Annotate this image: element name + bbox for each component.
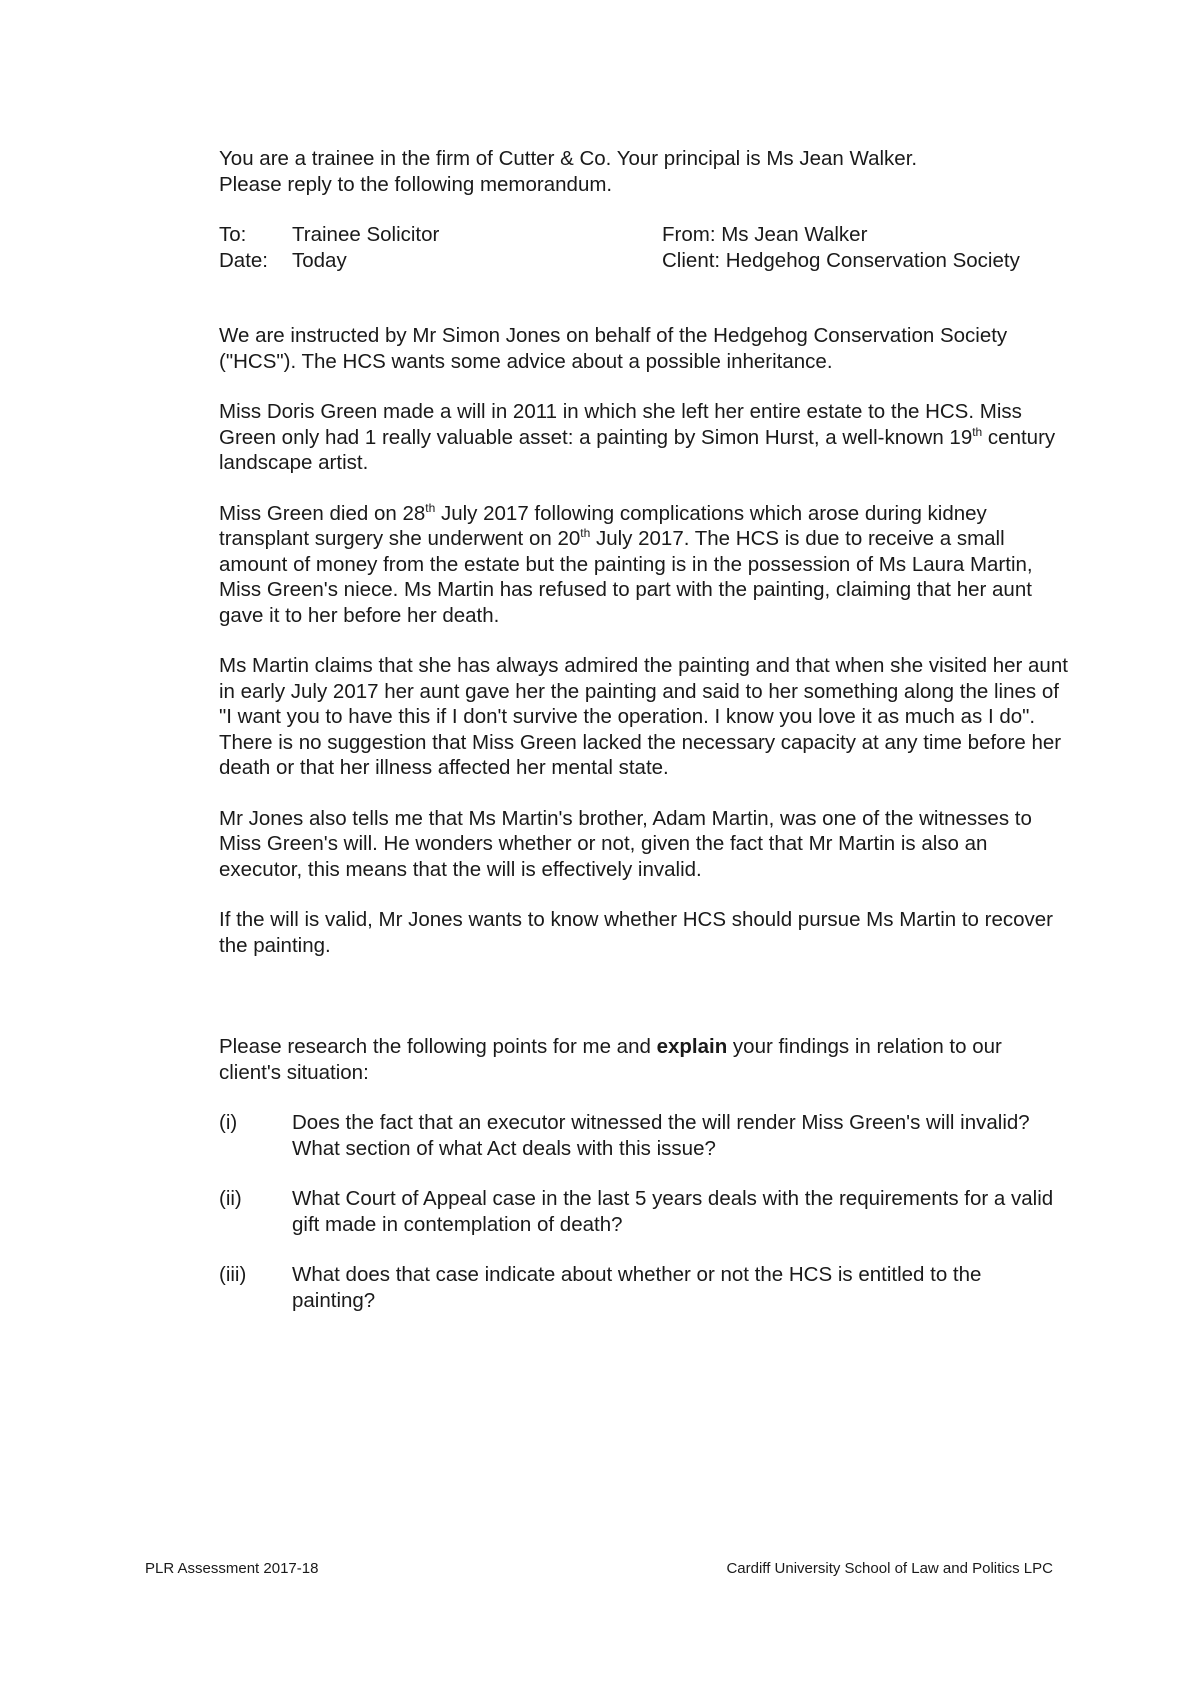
memo-to-value: Trainee Solicitor xyxy=(292,223,440,246)
question-text: Does the fact that an executor witnessed the will render Miss Green's will invalid? What section of what Act deals with this issue? xyxy=(292,1111,1030,1160)
paragraph-will: Miss Doris Green made a will in 2011 in which she left her entire estate to the HCS. Miss Green only had 1 really valuable asset: a painting by Simon Hurst, a well-known 19th century landscape artist. xyxy=(219,400,1056,474)
footer-right: Cardiff University School of Law and Politics LPC xyxy=(726,1560,1053,1577)
question-item xyxy=(219,1262,1069,1313)
question-text: What does that case indicate about whether or not the HCS is entitled to the painting? xyxy=(292,1263,982,1312)
memo-client: Client: Hedgehog Conservation Society xyxy=(662,248,1020,272)
footer-left: PLR Assessment 2017-18 xyxy=(145,1560,319,1577)
question-number: (i) xyxy=(219,1111,238,1134)
question-number: (iii) xyxy=(219,1263,247,1286)
intro-line-2: Please reply to the following memorandum. xyxy=(219,172,613,196)
memo-row-1 xyxy=(219,222,1069,248)
question-item xyxy=(219,1186,1069,1237)
question-number: (ii) xyxy=(219,1187,242,1210)
memo-row-2 xyxy=(219,248,1069,274)
memo-to-label: To: xyxy=(219,223,247,246)
emphasis-explain: explain xyxy=(656,1035,728,1058)
paragraph-instruction: We are instructed by Mr Simon Jones on behalf of the Hedgehog Conservation Society ("HCS"). The HCS wants some advice about a possible inheritance. xyxy=(219,324,1008,373)
paragraph-death: Miss Green died on 28th July 2017 following complications which arose during kidney transplant surgery she underwent on 20th July 2017. The HCS is due to receive a small amount of money from the estate but the painting is in the possession of Ms Laura Martin, Miss Green's niece. Ms Martin has refused to part with the painting, claiming that her aunt gave it to her before her death. xyxy=(219,500,1033,627)
document-body xyxy=(219,146,1069,1313)
paragraph-witness: Mr Jones also tells me that Ms Martin's brother, Adam Martin, was one of the witnesses to Miss Green's will. He wonders whether or not, given the fact that Mr Martin is also an executor, this means that the will is effectively invalid. xyxy=(219,806,1032,881)
question-item xyxy=(219,1110,1069,1161)
memo-from: From: Ms Jean Walker xyxy=(662,223,868,246)
question-text: What Court of Appeal case in the last 5 years deals with the requirements for a valid gift made in contemplation of death? xyxy=(292,1187,1054,1236)
paragraph-claim: Ms Martin claims that she has always admired the painting and that when she visited her aunt in early July 2017 her aunt gave her the painting and said to her something along the lines of "I want you to have this if I don't survive the operation. I know you love it as much as I do". There is no suggestion that Miss Green lacked the necessary capacity at any time before her death or that her illness affected her mental state. xyxy=(219,654,1068,779)
paragraph-recover: If the will is valid, Mr Jones wants to know whether HCS should pursue Ms Martin to recover the painting. xyxy=(219,908,1053,957)
research-intro: Please research the following points for me and explain your findings in relation to our client's situation: xyxy=(219,1035,1002,1084)
intro-line-1: You are a trainee in the firm of Cutter & Co. Your principal is Ms Jean Walker. xyxy=(219,147,918,170)
memo-date-value: Today xyxy=(292,248,347,272)
memo-date-label: Date: xyxy=(219,248,268,272)
